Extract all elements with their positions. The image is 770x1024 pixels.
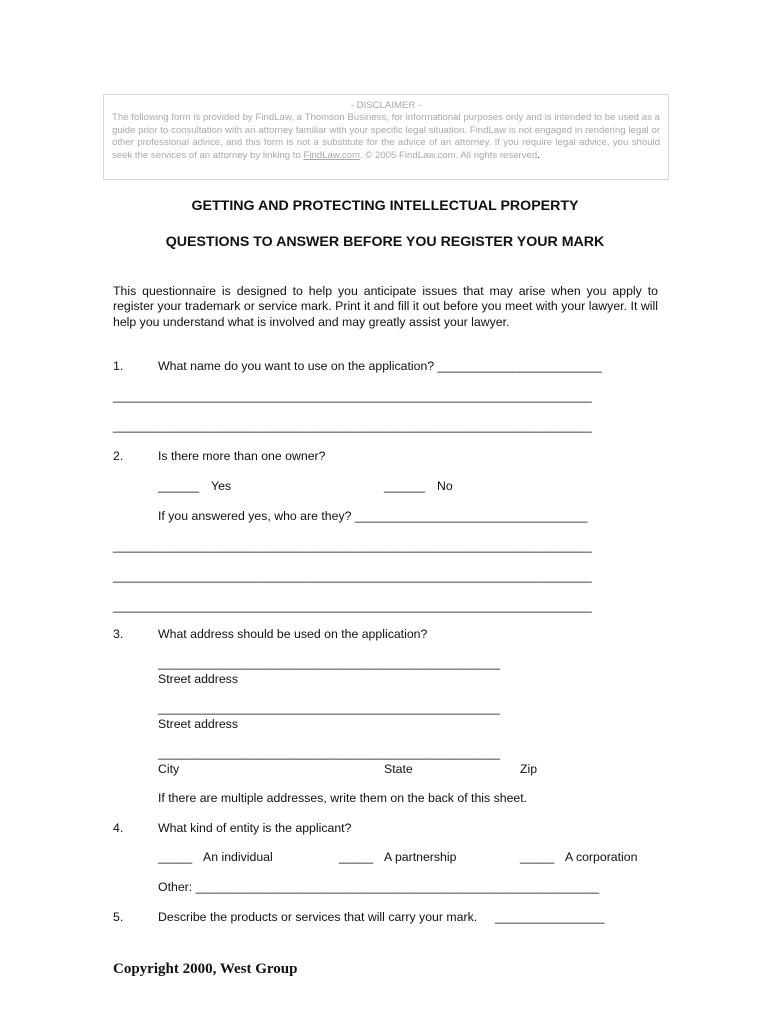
page-title: GETTING AND PROTECTING INTELLECTUAL PROPERTY bbox=[191, 198, 579, 214]
page-subtitle: QUESTIONS TO ANSWER BEFORE YOU REGISTER YOUR MARK bbox=[165, 234, 605, 250]
disclaimer-rights: . © 2005 FindLaw.com. All rights reserved bbox=[359, 149, 538, 161]
city-label: City bbox=[158, 762, 180, 776]
q2-answer-line[interactable]: ______________________________________________________________________ bbox=[113, 569, 592, 583]
q3-note: If there are multiple addresses, write them on the back of this sheet. bbox=[158, 791, 528, 805]
q5-answer-line[interactable]: ________________ bbox=[495, 910, 605, 924]
street-address-label: Street address bbox=[158, 717, 238, 731]
q1-answer-line[interactable]: ______________________________________________________________________ bbox=[113, 389, 592, 403]
q2-no-blank[interactable]: ______ bbox=[384, 479, 426, 493]
q2-followup[interactable]: If you answered yes, who are they? __________________________________ bbox=[158, 509, 588, 523]
individual-blank[interactable]: _____ bbox=[158, 850, 193, 864]
state-label: State bbox=[384, 762, 413, 776]
q1-question: What name do you want to use on the application? ________________________ bbox=[158, 359, 602, 373]
q2-number: 2. bbox=[113, 449, 124, 463]
q1-number: 1. bbox=[113, 359, 124, 373]
individual-label: An individual bbox=[203, 850, 273, 864]
q2-answer-line[interactable]: ______________________________________________________________________ bbox=[113, 599, 592, 613]
intro-paragraph: This questionnaire is designed to help you anticipate issues that may arise when you apply to register your trademark or service mark. Print it and fill it out before you meet with your lawyer. It will help you understand what is involved and may greatly assist your lawyer. bbox=[113, 284, 658, 329]
partnership-label: A partnership bbox=[384, 850, 457, 864]
q2-no-label: No bbox=[437, 479, 453, 493]
copyright-footer: Copyright 2000, West Group bbox=[113, 961, 298, 977]
q4-question: What kind of entity is the applicant? bbox=[158, 821, 352, 835]
q4-number: 4. bbox=[113, 821, 124, 835]
disclaimer-box bbox=[103, 94, 669, 180]
q2-answer-line[interactable]: ______________________________________________________________________ bbox=[113, 539, 592, 553]
street-address-line[interactable]: __________________________________________________ bbox=[158, 701, 500, 715]
q2-question: Is there more than one owner? bbox=[158, 449, 326, 463]
q2-yes-blank[interactable]: ______ bbox=[158, 479, 200, 493]
q2-yes-label: Yes bbox=[211, 479, 232, 493]
q3-question: What address should be used on the application? bbox=[158, 627, 428, 641]
disclaimer-end: . bbox=[537, 149, 540, 161]
other-entity-field[interactable]: Other: ___________________________________________________________ bbox=[158, 880, 600, 894]
q1-answer-line[interactable]: ______________________________________________________________________ bbox=[113, 419, 592, 433]
disclaimer-heading: - DISCLAIMER - bbox=[350, 100, 422, 111]
q5-question: Describe the products or services that will carry your mark. bbox=[158, 910, 478, 924]
street-address-line[interactable]: __________________________________________________ bbox=[158, 656, 500, 670]
partnership-blank[interactable]: _____ bbox=[339, 850, 374, 864]
city-state-zip-line[interactable]: __________________________________________________ bbox=[158, 746, 500, 760]
findlaw-link[interactable]: FindLaw.com bbox=[303, 149, 360, 161]
corporation-label: A corporation bbox=[565, 850, 638, 864]
q3-number: 3. bbox=[113, 627, 124, 641]
corporation-blank[interactable]: _____ bbox=[520, 850, 555, 864]
street-address-label: Street address bbox=[158, 672, 238, 686]
disclaimer-text bbox=[112, 112, 660, 162]
disclaimer-body: The following form is provided by FindLaw, a Thomson Business, for informational purposes only and is intended to be used as a guide prior to consultation with an attorney familiar with your specific legal situation. FindLaw is not engaged in rendering legal or other professional advice, and this form is not a substitute for the advice of an attorney. If you require legal advice, you should seek the services of an attorney by linking to bbox=[112, 112, 660, 161]
zip-label: Zip bbox=[520, 762, 538, 776]
q5-number: 5. bbox=[113, 910, 124, 924]
